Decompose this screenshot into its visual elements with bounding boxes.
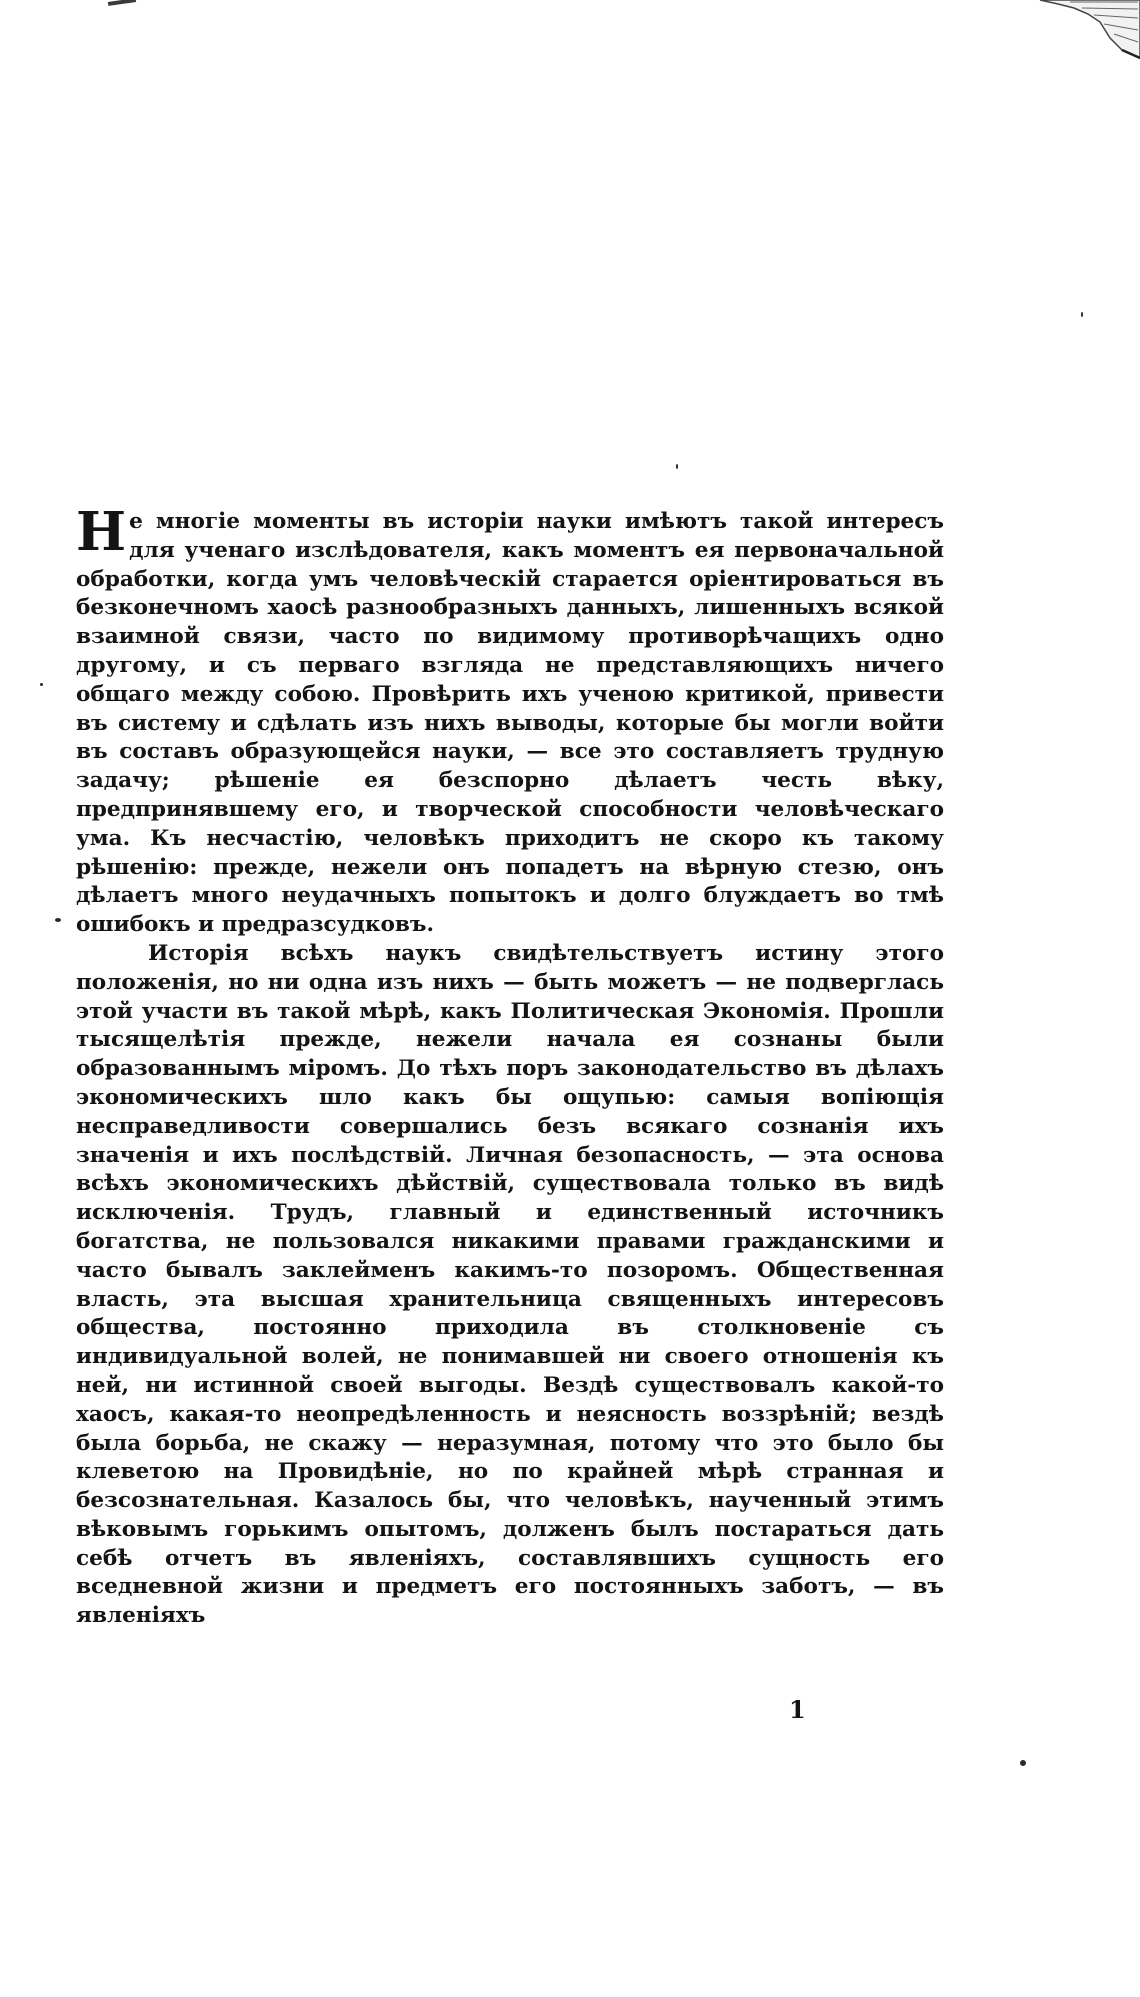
- scan-speck: [1081, 312, 1083, 317]
- paragraph-2: Исторія всѣхъ наукъ свидѣтельствуетъ истину этого положенія, но ни одна изъ нихъ — быть можетъ — не подверглась этой участи въ такой мѣрѣ, какъ Политическая Экономія. Прошли тысящелѣтія прежде, нежели начала ея сознаны были образованнымъ міромъ. До тѣхъ поръ законодательство въ дѣлахъ экономическихъ шло какъ бы ощупью: самыя вопіющія несправедливости совершались безъ всякаго сознанія ихъ значенія и ихъ послѣдствій. Личная безопасность, — эта основа всѣхъ экономическихъ дѣйствій, существовала только въ видѣ исключенія. Трудъ, главный и единственный источникъ богатства, не пользовался никакими правами гражданскими и часто бывалъ заклейменъ какимъ-то позоромъ. Общественная власть, эта высшая хранительница священныхъ интересовъ общества, постоянно приходила въ столкновеніе съ индивидуальной волей, не понимавшей ни своего отношенія къ ней, ни истинной своей выгоды. Вездѣ существовалъ какой-то хаосъ, какая-то неопредѣленность и неясность воззрѣній; вездѣ была борьба, не скажу — неразумная, потому что это было бы клеветою на Провидѣніе, но по крайней мѣрѣ странная и безсознательная. Казалось бы, что человѣкъ, наученный этимъ вѣковымъ горькимъ опытомъ, долженъ былъ постараться дать себѣ отчетъ въ явленіяхъ, составлявшихъ сущность его вседневной жизни и предметъ его постоянныхъ заботъ, — въ явленіяхъ: [76, 940, 944, 1629]
- scan-speck: [1020, 1760, 1026, 1766]
- scan-mark: [108, 0, 136, 6]
- paragraph-1: [76, 501, 944, 940]
- drop-cap: Н: [76, 501, 127, 563]
- scan-speck: [676, 464, 678, 469]
- scan-speck: [55, 918, 61, 922]
- scan-speck: [40, 683, 43, 686]
- paragraph-1-text: е многіе моменты въ исторіи науки имѣютъ такой интересъ для ученаго изслѣдователя, какъ моментъ ея первоначальной обработки, когда умъ человѣческій старается оріентироваться въ безконечномъ хаосѣ разнообразныхъ данныхъ, лишенныхъ всякой взаимной связи, часто по видимому противорѣчащихъ одно другому, и съ перваго взгляда не представляющихъ ничего общаго между собою. Провѣрить ихъ ученою критикой, привести въ систему и сдѣлать изъ нихъ выводы, которые бы могли войти въ составъ образующейся науки, — все это составляетъ трудную задачу; рѣшеніе ея безспорно дѣлаетъ честь вѣку, предпринявшему его, и творческой способности человѣческаго ума. Къ несчастію, человѣкъ приходитъ не скоро къ такому рѣшенію: прежде, нежели онъ попадетъ на вѣрную стезю, онъ дѣлаетъ много неудачныхъ попытокъ и долго блуждаетъ во тмѣ ошибокъ и предразсудковъ.: [76, 509, 944, 938]
- page-number: 1: [789, 1695, 806, 1724]
- scanned-page-edge: [1030, 0, 1140, 60]
- body-text: [76, 501, 944, 1631]
